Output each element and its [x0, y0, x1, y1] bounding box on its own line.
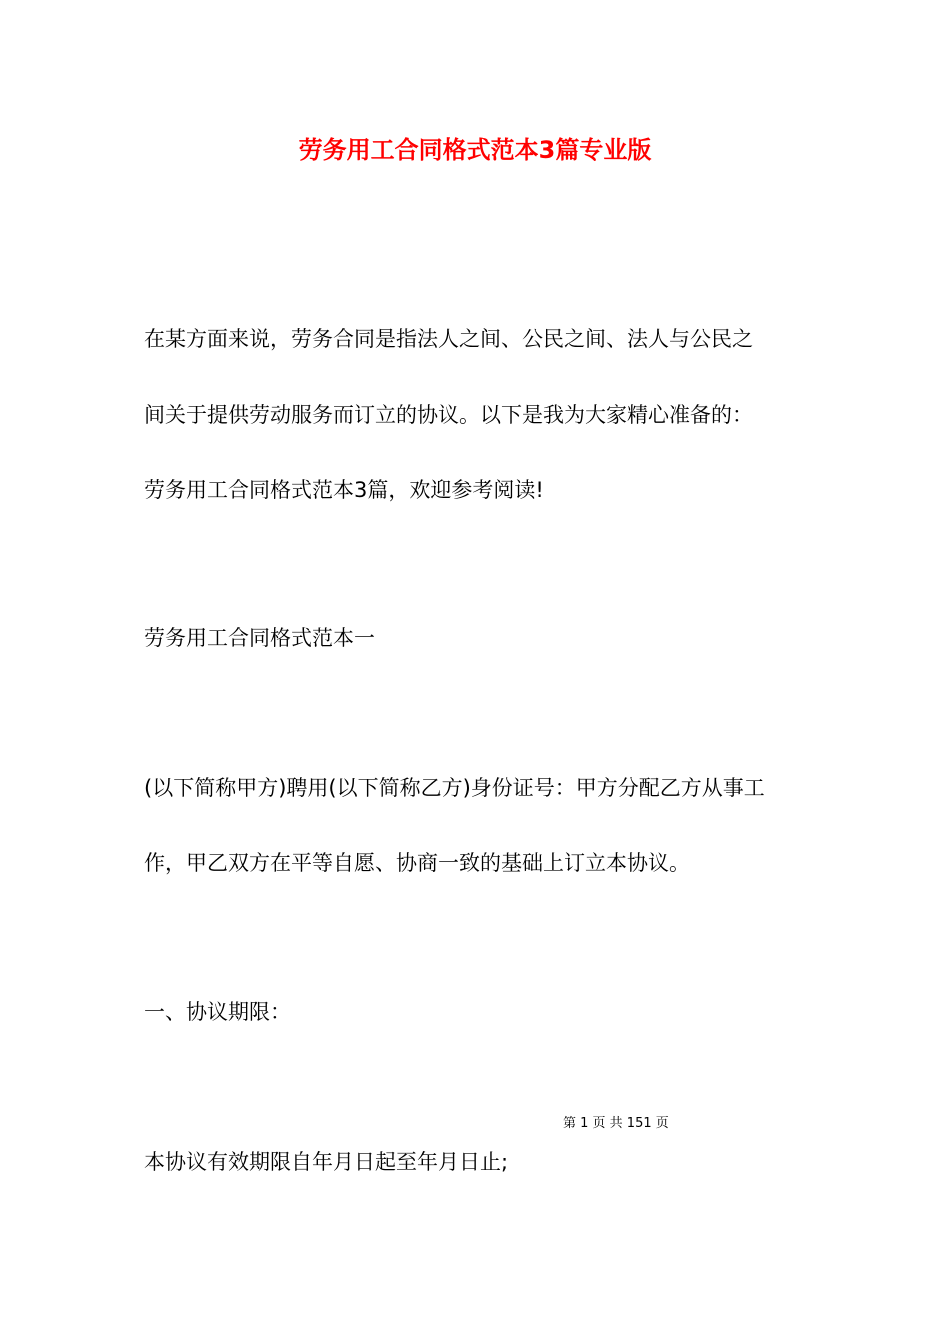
- parties-line-2: 作，甲乙双方在平等自愿、协商一致的基础上订立本协议。: [144, 851, 690, 875]
- intro-line-1: 在某方面来说，劳务合同是指法人之间、公民之间、法人与公民之: [144, 327, 753, 351]
- clause-1-heading: 一、协议期限：: [144, 1000, 291, 1024]
- section-heading: 劳务用工合同格式范本一: [144, 626, 375, 650]
- parties-line-1: (以下简称甲方)聘用(以下简称乙方)身份证号：甲方分配乙方从事工: [144, 776, 765, 800]
- document-title: 劳务用工合同格式范本3篇专业版: [298, 136, 652, 164]
- intro-line-3: 劳务用工合同格式范本3篇，欢迎参考阅读!: [144, 478, 544, 502]
- clause-1-text: 本协议有效期限自年月日起至年月日止;: [144, 1150, 509, 1174]
- intro-line-2: 间关于提供劳动服务而订立的协议。以下是我为大家精心准备的：: [144, 403, 753, 427]
- page-indicator: 第 1 页 共 151 页: [563, 1116, 669, 1131]
